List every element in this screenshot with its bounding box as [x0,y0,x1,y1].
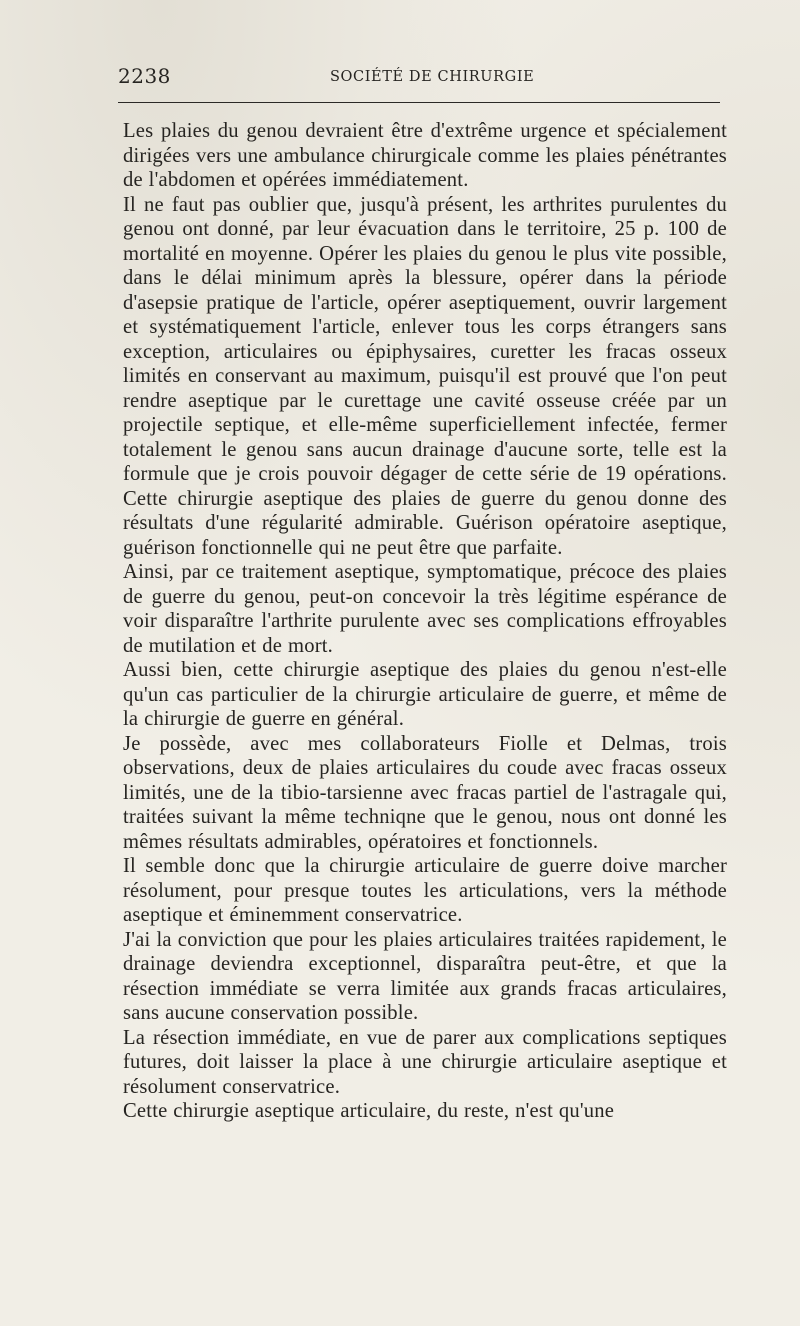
paragraph: Il ne faut pas oublier que, jusqu'à présent, les arthrites purulentes du genou ont donné, par leur évacuation dans le territoire, 25 p. 100 de mortalité en moyenne. Opérer les plaies du genou le plus vite possible, dans le délai minimum après la blessure, opérer dans la période d'asepsie pratique de l'article, opérer aseptiquement, ouvrir largement et systématiquement l'article, enlever tous les corps étrangers sans exception, articulaires ou épiphysaires, curetter les fracas osseux limités en conservant au maximum, puisqu'il est prouvé que l'on peut rendre aseptique par le curettage une cavité osseuse créée par un projectile septique, et elle-même superficiellement infectée, fermer totalement le genou sans aucun drainage d'aucune sorte, telle est la formule que je crois pouvoir dégager de cette série de 19 opérations. Cette chirurgie aseptique des plaies de guerre du genou donne des résultats d'une régularité admirable. Guérison opératoire aseptique, guérison fonctionnelle qui ne peut être que parfaite. [123,193,727,559]
running-title: SOCIÉTÉ DE CHIRURGIE [330,69,535,85]
header-rule [118,102,720,103]
page-number: 2238 [118,64,171,88]
paragraph: Il semble donc que la chirurgie articulaire de guerre doive marcher résolument, pour presque toutes les articulations, vers la méthode aseptique et éminemment conservatrice. [123,855,727,926]
paragraph: Ainsi, par ce traitement aseptique, symptomatique, précoce des plaies de guerre du genou, peut-on concevoir la très légitime espérance de voir disparaître l'arthrite purulente avec ses complications effroyables de mutilation et de mort. [123,561,727,657]
body-text [123,119,727,1124]
paragraph: Cette chirurgie aseptique articulaire, du reste, n'est qu'une [123,1100,615,1122]
paragraph: Les plaies du genou devraient être d'extrême urgence et spécialement dirigées vers une ambulance chirurgicale comme les plaies pénétrantes de l'abdomen et opérées immédiatement. [123,120,727,191]
paragraph: La résection immédiate, en vue de parer aux complications septiques futures, doit laisser la place à une chirurgie articulaire aseptique et résolument conservatrice. [123,1026,727,1098]
paragraph: J'ai la conviction que pour les plaies articulaires traitées rapidement, le drainage deviendra exceptionnel, disparaîtra peut-être, et que la résection immédiate se verra limitée aux grands fracas articulaires, sans aucune conservation possible. [123,928,727,1024]
paragraph: Aussi bien, cette chirurgie aseptique des plaies du genou n'est-elle qu'un cas particulier de la chirurgie articulaire de guerre, et même de la chirurgie de guerre en général. [123,659,727,730]
page-header [118,64,720,90]
paragraph: Je possède, avec mes collaborateurs Fiolle et Delmas, trois observations, deux de plaies articulaires du coude avec fracas osseux limités, une de la tibio-tarsienne avec fracas partiel de l'astragale qui, traitées suivant la même techniqne que le genou, nous ont donné les mêmes résultats admirables, opératoires et fonctionnels. [123,732,727,853]
